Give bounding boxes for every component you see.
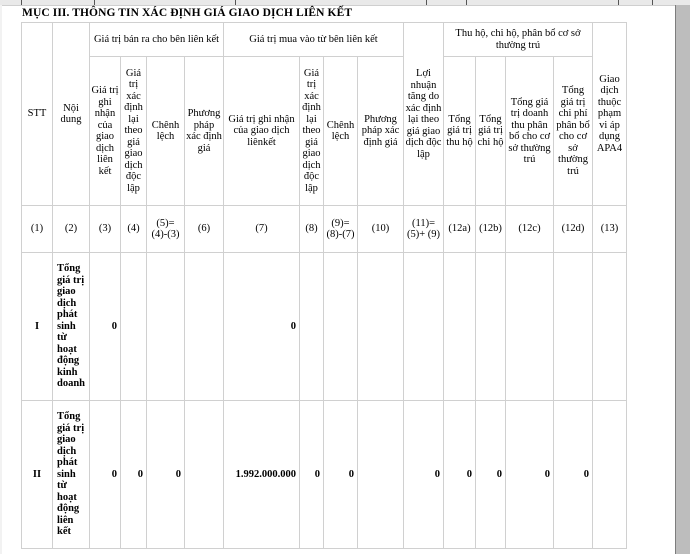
row-cell [358,253,404,401]
header-tong-doanh-thu: Tổng giá trị doanh thu phân bổ cho cơ sở thường trú [506,57,554,206]
index-cell: (1) [22,206,53,253]
row-cell: 0 [476,401,506,549]
index-cell: (13) [593,206,627,253]
header-ban-doc-lap: Giá trị xác định lại theo giá giao dịch độc lập [121,57,147,206]
row-stt: II [22,401,53,549]
header-group-thu-ho: Thu hộ, chi hộ, phân bổ cơ sở thường trú [444,23,593,57]
header-row-1 [22,23,627,57]
header-loi-nhuan: Lợi nhuận tăng do xác định lại theo giá giao dịch độc lập [404,23,444,206]
index-cell: (5)= (4)-(3) [147,206,185,253]
row-cell [476,253,506,401]
row-cell [121,253,147,401]
index-cell: (3) [90,206,121,253]
row-cell [593,253,627,401]
row-cell: 0 [554,401,593,549]
header-tong-thu-ho: Tổng giá trị thu hộ [444,57,476,206]
ruler-ticks [0,0,690,5]
header-giao-dich-apa: Giao dịch thuộc phạm vi áp dụng APA4 [593,23,627,206]
index-cell: (12c) [506,206,554,253]
table-row [22,401,627,549]
row-cell: 0 [324,401,358,549]
row-stt: I [22,253,53,401]
index-cell: (6) [185,206,224,253]
header-ban-phuong-phap: Phương pháp xác định giá [185,57,224,206]
header-mua-chenh-lech: Chênh lệch [324,57,358,206]
row-cell: 1.992.000.000 [224,401,300,549]
header-group-mua-vao: Giá trị mua vào từ bên liên kết [224,23,404,57]
header-mua-ghi-nhan: Giá trị ghi nhận của giao dịch liênkết [224,57,300,206]
left-gutter [0,5,2,554]
index-cell: (12a) [444,206,476,253]
row-cell: 0 [121,401,147,549]
header-row-2 [22,57,627,206]
row-cell: 0 [224,253,300,401]
row-cell [404,253,444,401]
row-noi-dung: Tổng giá trị giao dịch phát sinh từ hoạt động kinh doanh [53,253,90,401]
header-mua-doc-lap: Giá trị xác định lại theo giá giao dịch độc lập [300,57,324,206]
index-cell: (2) [53,206,90,253]
transfer-pricing-table [21,22,627,549]
index-cell: (12b) [476,206,506,253]
row-cell [554,253,593,401]
row-cell: 0 [404,401,444,549]
section-title: MỤC III. THÔNG TIN XÁC ĐỊNH GIÁ GIAO DỊCH LIÊN KẾT [22,7,353,19]
header-mua-phuong-phap: Phương pháp xác định giá [358,57,404,206]
row-noi-dung: Tổng giá trị giao dịch phát sinh từ hoạt động liên kết [53,401,90,549]
table-row [22,253,627,401]
index-cell: (7) [224,206,300,253]
row-cell [506,253,554,401]
header-tong-chi-ho: Tổng giá trị chi hộ [476,57,506,206]
header-group-ban-ra: Giá trị bán ra cho bên liên kết [90,23,224,57]
index-cell: (11)= (5)+ (9) [404,206,444,253]
header-tong-chi-phi: Tổng giá trị chi phí phân bổ cho cơ sở thường trú [554,57,593,206]
header-ban-chenh-lech: Chênh lệch [147,57,185,206]
row-cell [324,253,358,401]
index-cell: (10) [358,206,404,253]
row-cell [444,253,476,401]
row-cell [185,401,224,549]
header-stt: STT [22,23,53,206]
index-cell: (8) [300,206,324,253]
header-ban-ghi-nhan: Giá trị ghi nhận của giao dịch liên kết [90,57,121,206]
row-cell: 0 [90,401,121,549]
header-noi-dung: Nội dung [53,23,90,206]
row-cell: 0 [506,401,554,549]
row-cell [300,253,324,401]
row-cell: 0 [147,401,185,549]
row-cell: 0 [300,401,324,549]
index-cell: (4) [121,206,147,253]
row-cell [185,253,224,401]
row-cell: 0 [90,253,121,401]
row-cell [593,401,627,549]
viewer-scroll-gutter[interactable] [676,5,690,554]
row-cell: 0 [444,401,476,549]
row-cell [358,401,404,549]
index-row [22,206,627,253]
index-cell: (12d) [554,206,593,253]
row-cell [147,253,185,401]
index-cell: (9)= (8)-(7) [324,206,358,253]
